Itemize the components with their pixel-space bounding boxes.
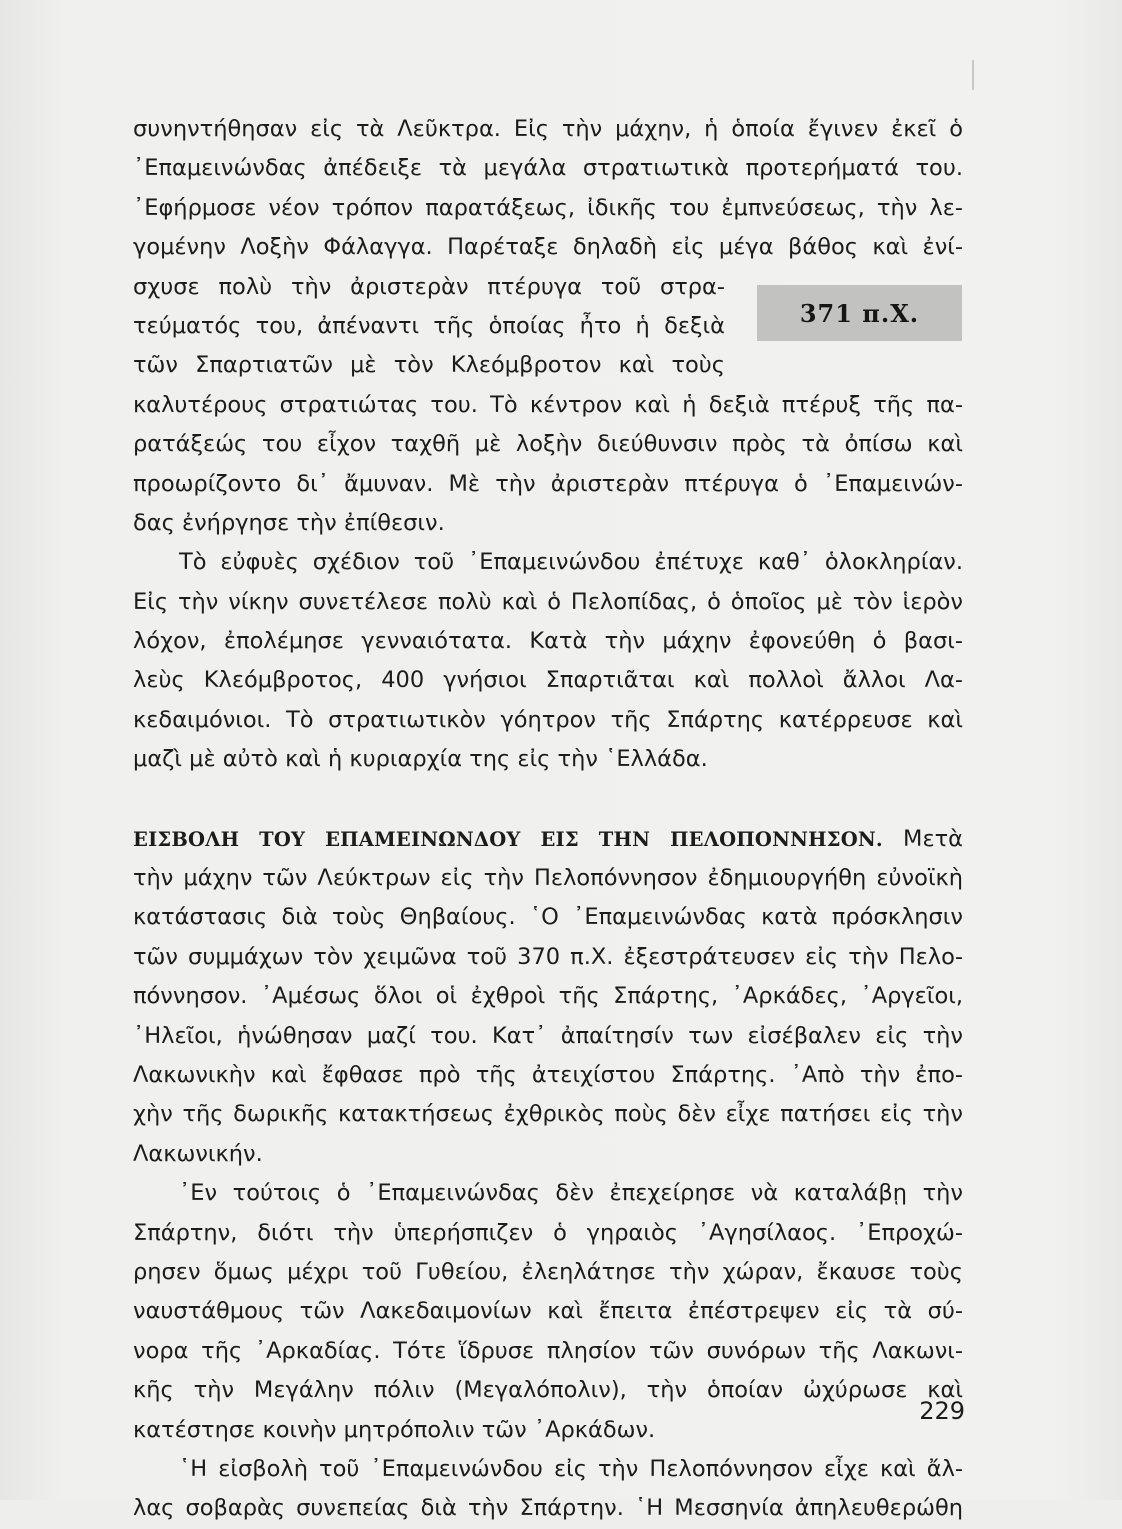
text-line: μαζὶ μὲ αὐτὸ καὶ ἡ κυριαρχία της εἰς τὴν ῾Ελλάδα. [133,746,708,773]
text-line: καλυτέρους στρατιώτας του. Τὸ κέντρον καὶ ἡ δεξιὰ πτέρυξ τῆς πα- [133,391,963,418]
text-line: χὴν τῆς δωρικῆς κατακτήσεως ἐχθρικὸς ποὺς δὲν εἶχε πατήσει εἰς τὴν [133,1101,963,1128]
text-line: λεὺς Κλεόμβροτος, 400 γνήσιοι Σπαρτιᾶται καὶ πολλοὶ ἄλλοι Λα- [133,667,963,694]
text-line: Σπάρτην, διότι τὴν ὑπερήσπιζεν ὁ γηραιὸς ᾽Αγησίλαος. ᾽Επροχώ- [133,1219,963,1246]
section-invasion [133,820,963,1175]
text-line: κεδαιμόνιοι. Τὸ στρατιωτικὸν γόητρον τῆς Σπάρτης κατέρρευσε καὶ [133,706,963,733]
paragraph-consequences [133,1450,963,1529]
text-line: τῶν Σπαρτιατῶν μὲ τὸν Κλεόμβροτον καὶ τοὺς [133,352,725,379]
text-line: λας σοβαρὰς συνεπείας διὰ τὴν Σπάρτην. ῾Η Μεσσηνία ἀπηλευθερώθη [133,1495,963,1522]
text-line: δας ἐνήργησε τὴν ἐπίθεσιν. [133,509,445,536]
text-line: προωρίζοντο δι᾽ ἄμυναν. Μὲ τὴν ἀριστερὰν πτέρυγα ὁ ᾽Επαμεινών- [133,470,963,497]
text-line: ναυστάθμους τῶν Λακεδαιμονίων καὶ ἔπειτα ἐπέστρεψεν εἰς τὰ σύ- [133,1298,963,1325]
paragraph-megalopolis [133,1174,963,1450]
text-line: τεύματός του, ἀπέναντι τῆς ὁποίας ἦτο ἡ δεξιὰ [133,312,725,339]
text-line: Λακωνικὴν καὶ ἔφθασε πρὸ τῆς ἀτειχίστου Σπάρτης. ᾽Απὸ τὴν ἐπο- [133,1061,963,1088]
text-line: σχυσε πολὺ τὴν ἀριστερὰν πτέρυγα τοῦ στρα- [133,273,725,300]
text-line: ᾽Ηλεῖοι, ἡνώθησαν μαζί του. Κατ᾽ ἀπαίτησίν των εἰσέβαλεν εἰς τὴν [133,1022,963,1049]
text-line: λόχον, ἐπολέμησε γενναιότατα. Κατὰ τὴν μάχην ἐφονεύθη ὁ βασι- [133,628,963,655]
text-line: ρατάξεώς του εἶχον ταχθῆ μὲ λοξὴν διεύθυνσιν πρὸς τὰ ὀπίσω καὶ [133,431,963,458]
text-line: ᾽Επαμεινώνδας ἀπέδειξε τὰ μεγάλα στρατιωτικὰ προτερήματά του. [133,155,963,182]
paragraph-victory [133,543,963,779]
page-edge-mark [972,60,974,90]
text-line: γομένην Λοξὴν Φάλαγγα. Παρέταξε δηλαδὴ εἰς μέγα βάθος καὶ ἐνί- [133,234,963,261]
text-line: νορα τῆς ᾽Αρκαδίας. Τότε ἵδρυσε πλησίον τῶν συνόρων τῆς Λακωνι- [133,1337,963,1364]
text-line: Λακωνικήν. [133,1140,263,1167]
text-line: κατέστησε κοινὴν μητρόπολιν τῶν ᾽Αρκάδων. [133,1416,656,1443]
text-line: συνηντήθησαν εἰς τὰ Λεῦκτρα. Εἰς τὴν μάχην, ἡ ὁποία ἔγινεν ἐκεῖ ὁ [133,116,963,142]
text-line: ρησεν ὅμως μέχρι τοῦ Γυθείου, ἐλεηλάτησε τὴν χώραν, ἔκαυσε τοὺς [133,1258,963,1285]
text-line: κῆς τὴν Μεγάλην πόλιν (Μεγαλόπολιν), τὴν ὁποίαν ὠχύρωσε καὶ [133,1377,963,1404]
text-line: τῶν συμμάχων τὸν χειμῶνα τοῦ 370 π.Χ. ἐξεστράτευσεν εἰς τὴν Πελο- [133,943,963,970]
text-line: Εἰς τὴν νίκην συνετέλεσε πολὺ καὶ ὁ Πελοπίδας, ὁ ὁποῖος μὲ τὸν ἱερὸν [133,588,963,615]
text-line: Τὸ εὐφυὲς σχέδιον τοῦ ᾽Επαμεινώνδου ἐπέτυχε καθ᾽ ὁλοκληρίαν. [179,549,963,576]
section-heading-line [133,820,963,859]
text-line: ᾽Εν τούτοις ὁ ᾽Επαμεινώνδας δὲν ἐπεχείρησε νὰ καταλάβῃ τὴν [179,1180,963,1207]
text-line: πόννησον. ᾽Αμέσως ὅλοι οἱ ἐχθροὶ τῆς Σπάρτης, ᾽Αρκάδες, ᾽Αργεῖοι, [133,983,963,1010]
page-number: 229 [919,1397,965,1425]
section-heading: ΕΙΣΒΟΛΗ ΤΟΥ ΕΠΑΜΕΙΝΩΝΔΟΥ ΕΙΣ ΤΗΝ ΠΕΛΟΠΟΝΝΗΣΟΝ. [133,827,883,851]
text-line: τὴν μάχην τῶν Λεύκτρων εἰς τὴν Πελοπόννησον ἐδημιουργήθη εὐνοϊκὴ [133,865,963,892]
section-spacer [133,780,963,820]
text-line: ᾽Εφήρμοσε νέον τρόπον παρατάξεως, ἰδικῆς του ἐμπνεύσεως, τὴν λε- [133,194,963,221]
heading-continuation: Μετὰ [903,825,963,852]
marginal-date-box: 371 π.Χ. [757,285,962,341]
text-line: κατάστασις διὰ τοὺς Θηβαίους. ῾Ο ᾽Επαμεινώνδας κατὰ πρόσκλησιν [133,904,963,931]
text-line: ῾Η εἰσβολὴ τοῦ ᾽Επαμεινώνδου εἰς τὴν Πελοπόννησον εἶχε καὶ ἄλ- [179,1455,963,1482]
